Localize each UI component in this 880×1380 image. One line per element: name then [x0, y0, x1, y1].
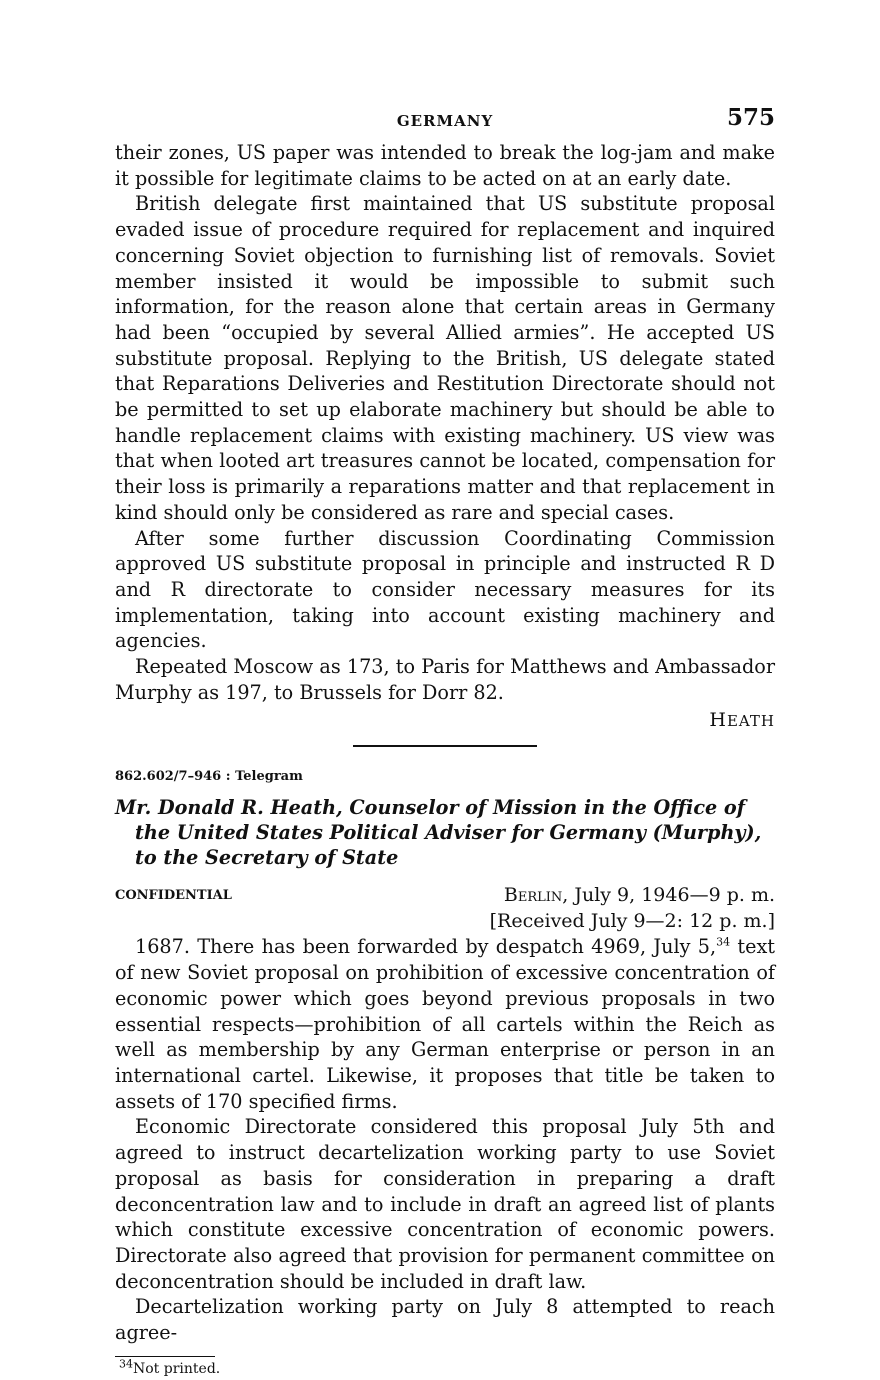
- signature-initial: H: [709, 709, 727, 732]
- paragraph: [115, 934, 775, 1114]
- footnote-reference: 34: [716, 936, 731, 950]
- paragraph: Repeated Moscow as 173, to Paris for Matthews and Ambassador Murphy as 197, to Brussels for Dorr 82.: [115, 655, 775, 704]
- signature-rest: EATH: [726, 712, 775, 731]
- dateline-row: [115, 882, 775, 934]
- first-document-body: [115, 140, 775, 705]
- footnote-marker: 34: [119, 1357, 133, 1371]
- second-document-body: [115, 934, 775, 1345]
- paragraph-text: text of new Soviet proposal on prohibition of excessive concentration of economic power which goes beyond previous proposals in two essential respects—prohibition of all cartels within the Reich as well as membership by any German enterprise or person in an international cartel. Likewise, it proposes that title be taken to assets of 170 specified firms.: [115, 935, 775, 1113]
- dateline-place: Berlin: [503, 884, 563, 907]
- paragraph: After some further discussion Coordinating Commission approved US substitute proposal in principle and instructed R D and R directorate to consider necessary measures for its implementation, taking into account existing machinery and agencies.: [115, 526, 775, 653]
- paragraph-text: 1687. There has been forwarded by despatch 4969, July 5,: [135, 935, 717, 959]
- running-header: [115, 104, 775, 140]
- footnote-text: Not printed.: [133, 1360, 221, 1377]
- running-title: GERMANY: [396, 112, 494, 130]
- paragraph: Decartelization working party on July 8 attempted to reach agree-: [115, 1295, 775, 1345]
- document-title: Mr. Donald R. Heath, Counselor of Mission in the Office of the United States Political Adviser for Germany (Murphy), to the Secretary of State: [115, 796, 762, 870]
- dateline-date: , July 9, 1946—9 p. m.: [562, 884, 775, 907]
- classification-label: CONFIDENTIAL: [115, 888, 232, 904]
- page-number: 575: [726, 104, 775, 131]
- dateline-received: [Received July 9—2: 12 p. m.]: [489, 910, 775, 933]
- document-page: [115, 104, 775, 1377]
- section-divider: [353, 745, 537, 747]
- footnote: [115, 1357, 775, 1377]
- signature: [115, 709, 775, 733]
- paragraph: British delegate first maintained that US substitute proposal evaded issue of procedure required for replacement and inquired concerning Soviet objection to furnishing list of removals. Soviet member insisted it would be impossible to submit such information, for the reason alone that certain areas in Germany had been “occupied by several Allied armies”. He accepted US substitute proposal. Replying to the British, US delegate stated that Reparations Deliveries and Restitution Directorate should not be permitted to set up elaborate machinery but should be able to handle replacement claims with existing machinery. US view was that when looted art treasures cannot be located, compensation for their loss is primarily a reparations matter and that replacement in kind should only be considered as rare and special cases.: [115, 192, 775, 524]
- paragraph: their zones, US paper was intended to break the log-jam and make it possible for legitimate claims to be acted on at an early date.: [115, 141, 775, 190]
- dateline: [490, 882, 775, 934]
- dateline-sent: [490, 882, 775, 908]
- file-reference: 862.602/7–946 : Telegram: [115, 769, 303, 785]
- paragraph: Economic Directorate considered this proposal July 5th and agreed to instruct decartelization working party to use Soviet proposal as basis for consideration in preparing a draft deconcentration law and to include in draft an agreed list of plants which constitute excessive concentration of economic powers. Directorate also agreed that provision for permanent committee on deconcentration should be included in draft law.: [115, 1115, 775, 1293]
